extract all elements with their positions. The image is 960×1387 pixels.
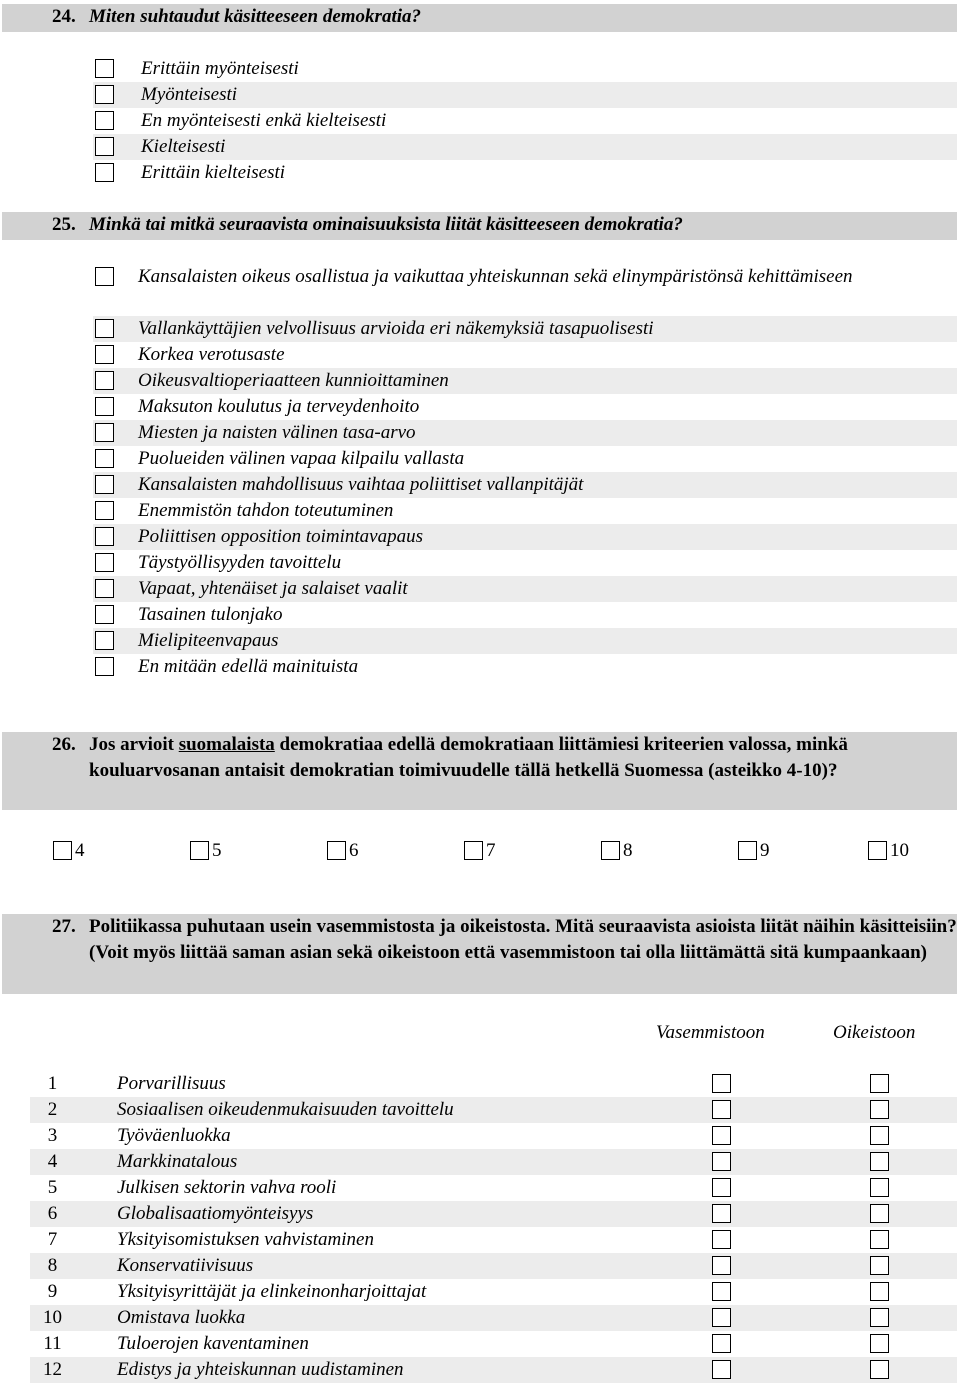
question-25-header xyxy=(2,212,957,240)
option-label: Erittäin kielteisesti xyxy=(141,162,286,183)
left-checkbox[interactable] xyxy=(712,1360,731,1379)
table-row xyxy=(30,1227,957,1253)
left-checkbox[interactable] xyxy=(712,1256,731,1275)
option-label: Oikeusvaltioperiaatteen kunnioittaminen xyxy=(138,370,449,391)
row-number: 3 xyxy=(47,1125,58,1146)
left-checkbox[interactable] xyxy=(712,1074,731,1093)
checkbox[interactable] xyxy=(95,137,114,156)
checkbox[interactable] xyxy=(95,657,114,676)
question-number: 24. xyxy=(52,6,76,27)
option-label: Maksuton koulutus ja terveydenhoito xyxy=(138,396,420,417)
grade-label: 4 xyxy=(75,840,85,861)
row-number: 9 xyxy=(47,1281,58,1302)
row-number: 2 xyxy=(47,1099,58,1120)
table-row xyxy=(30,1097,957,1123)
left-checkbox[interactable] xyxy=(712,1282,731,1301)
checkbox[interactable] xyxy=(95,111,114,130)
table-row xyxy=(30,1331,957,1357)
question-text: Jos arvioit suomalaista demokratiaa edellä demokratiaan liittämiesi kriteerien valossa, minkä kouluarvosanan antaisit demokratian toimivuudelle tällä hetkellä Suomessa (asteikko 4-10)? xyxy=(89,734,848,781)
q25-option[interactable] xyxy=(93,342,957,368)
checkbox[interactable] xyxy=(327,841,346,860)
left-checkbox[interactable] xyxy=(712,1100,731,1119)
row-number: 5 xyxy=(47,1177,58,1198)
column-header-right: Oikeistoon xyxy=(833,1022,916,1043)
grade-label: 7 xyxy=(486,840,496,861)
q25-option[interactable] xyxy=(93,628,957,654)
q25-option[interactable] xyxy=(93,472,957,498)
grade-label: 10 xyxy=(890,840,909,861)
row-label: Porvarillisuus xyxy=(117,1073,226,1094)
row-label: Konservatiivisuus xyxy=(117,1255,254,1276)
row-label: Julkisen sektorin vahva rooli xyxy=(117,1177,337,1198)
checkbox[interactable] xyxy=(190,841,209,860)
checkbox[interactable] xyxy=(95,397,114,416)
question-text: Politiikassa puhutaan usein vasemmistosta ja oikeistosta. Mitä seuraavista asioista liität näihin käsitteisiin? (Voit myös liittää saman asian sekä oikeistoon että vasemmistoon tai olla liittämättä sitä kumpaankaan) xyxy=(89,916,957,963)
q24-option[interactable] xyxy=(93,82,957,108)
table-row xyxy=(30,1305,957,1331)
q25-option[interactable] xyxy=(93,498,957,524)
right-checkbox[interactable] xyxy=(870,1126,889,1145)
table-row xyxy=(30,1357,957,1383)
option-label: Mielipiteenvapaus xyxy=(138,630,279,651)
grade-label: 5 xyxy=(212,840,222,861)
grade-label: 6 xyxy=(349,840,359,861)
q25-option[interactable] xyxy=(93,550,957,576)
checkbox[interactable] xyxy=(868,841,887,860)
q25-option[interactable] xyxy=(93,576,957,602)
option-label: En myönteisesti enkä kielteisesti xyxy=(141,110,387,131)
option-label: Kansalaisten oikeus osallistua ja vaikuttaa yhteiskunnan sekä elinympäristönsä kehittämiseen xyxy=(138,266,853,287)
row-label: Globalisaatiomyönteisyys xyxy=(117,1203,314,1224)
checkbox[interactable] xyxy=(464,841,483,860)
checkbox[interactable] xyxy=(95,319,114,338)
right-checkbox[interactable] xyxy=(870,1074,889,1093)
checkbox[interactable] xyxy=(95,605,114,624)
option-label: Tasainen tulonjako xyxy=(138,604,283,625)
option-label: Puolueiden välinen vapaa kilpailu vallasta xyxy=(138,448,465,469)
checkbox[interactable] xyxy=(95,423,114,442)
row-number: 6 xyxy=(47,1203,58,1224)
left-checkbox[interactable] xyxy=(712,1308,731,1327)
question-26-header xyxy=(2,732,957,810)
checkbox[interactable] xyxy=(95,345,114,364)
row-label: Yksityisomistuksen vahvistaminen xyxy=(117,1229,374,1250)
checkbox[interactable] xyxy=(95,449,114,468)
row-number: 11 xyxy=(43,1333,62,1354)
checkbox[interactable] xyxy=(738,841,757,860)
row-number: 12 xyxy=(43,1359,62,1380)
right-checkbox[interactable] xyxy=(870,1230,889,1249)
right-checkbox[interactable] xyxy=(870,1334,889,1353)
q25-option[interactable] xyxy=(93,654,957,680)
checkbox[interactable] xyxy=(95,85,114,104)
question-number: 27. xyxy=(52,916,76,937)
question-number: 26. xyxy=(52,734,76,755)
left-checkbox[interactable] xyxy=(712,1126,731,1145)
right-checkbox[interactable] xyxy=(870,1256,889,1275)
option-label: Kielteisesti xyxy=(141,136,226,157)
option-label: Täystyöllisyyden tavoittelu xyxy=(138,552,342,573)
row-label: Edistys ja yhteiskunnan uudistaminen xyxy=(117,1359,404,1380)
left-checkbox[interactable] xyxy=(712,1204,731,1223)
q25-option[interactable] xyxy=(93,602,957,628)
checkbox[interactable] xyxy=(95,631,114,650)
table-row xyxy=(30,1149,957,1175)
option-label: Korkea verotusaste xyxy=(138,344,285,365)
left-checkbox[interactable] xyxy=(712,1230,731,1249)
grade-label: 9 xyxy=(760,840,770,861)
option-label: Kansalaisten mahdollisuus vaihtaa poliittiset vallanpitäjät xyxy=(138,474,584,495)
checkbox[interactable] xyxy=(53,841,72,860)
q25-option[interactable] xyxy=(93,316,957,342)
right-checkbox[interactable] xyxy=(870,1204,889,1223)
column-header-left: Vasemmistoon xyxy=(656,1022,765,1043)
option-label: Enemmistön tahdon toteutuminen xyxy=(138,500,394,521)
q25-option[interactable] xyxy=(93,420,957,446)
option-label: Miesten ja naisten välinen tasa-arvo xyxy=(138,422,416,443)
question-27-header xyxy=(2,914,957,994)
table-row xyxy=(30,1253,957,1279)
table-row xyxy=(30,1201,957,1227)
q25-option[interactable] xyxy=(93,368,957,394)
row-number: 10 xyxy=(43,1307,62,1328)
q25-option[interactable] xyxy=(93,446,957,472)
q24-option[interactable] xyxy=(93,134,957,160)
checkbox[interactable] xyxy=(601,841,620,860)
question-text: Miten suhtaudut käsitteeseen demokratia? xyxy=(89,6,422,27)
row-number: 1 xyxy=(47,1073,58,1094)
row-label: Omistava luokka xyxy=(117,1307,246,1328)
question-number: 25. xyxy=(52,214,76,235)
checkbox[interactable] xyxy=(95,553,114,572)
q25-option[interactable] xyxy=(93,264,957,316)
option-label: Erittäin myönteisesti xyxy=(141,58,299,79)
left-checkbox[interactable] xyxy=(712,1152,731,1171)
checkbox[interactable] xyxy=(95,475,114,494)
row-label: Tuloerojen kaventaminen xyxy=(117,1333,309,1354)
right-checkbox[interactable] xyxy=(870,1282,889,1301)
q24-option[interactable] xyxy=(93,108,957,134)
right-checkbox[interactable] xyxy=(870,1178,889,1197)
q24-option[interactable] xyxy=(93,56,957,82)
checkbox[interactable] xyxy=(95,163,114,182)
table-row xyxy=(30,1071,957,1097)
option-label: Poliittisen opposition toimintavapaus xyxy=(138,526,423,547)
left-checkbox[interactable] xyxy=(712,1334,731,1353)
checkbox[interactable] xyxy=(95,501,114,520)
row-label: Työväenluokka xyxy=(117,1125,231,1146)
right-checkbox[interactable] xyxy=(870,1152,889,1171)
right-checkbox[interactable] xyxy=(870,1360,889,1379)
row-number: 4 xyxy=(47,1151,58,1172)
checkbox[interactable] xyxy=(95,371,114,390)
grade-label: 8 xyxy=(623,840,633,861)
table-row xyxy=(30,1175,957,1201)
checkbox[interactable] xyxy=(95,267,114,286)
row-label: Yksityisyrittäjät ja elinkeinonharjoittajat xyxy=(117,1281,427,1302)
question-24-header xyxy=(2,4,957,32)
row-label: Markkinatalous xyxy=(117,1151,238,1172)
option-label: Vallankäyttäjien velvollisuus arvioida eri näkemyksiä tasapuolisesti xyxy=(138,318,654,339)
table-row xyxy=(30,1279,957,1305)
checkbox[interactable] xyxy=(95,527,114,546)
checkbox[interactable] xyxy=(95,579,114,598)
right-checkbox[interactable] xyxy=(870,1308,889,1327)
table-row xyxy=(30,1123,957,1149)
right-checkbox[interactable] xyxy=(870,1100,889,1119)
checkbox[interactable] xyxy=(95,59,114,78)
option-label: Vapaat, yhtenäiset ja salaiset vaalit xyxy=(138,578,408,599)
option-label: Myönteisesti xyxy=(141,84,238,105)
q25-option[interactable] xyxy=(93,524,957,550)
q24-option[interactable] xyxy=(93,160,957,186)
row-number: 7 xyxy=(47,1229,58,1250)
row-label: Sosiaalisen oikeudenmukaisuuden tavoittelu xyxy=(117,1099,454,1120)
row-number: 8 xyxy=(47,1255,58,1276)
option-label: En mitään edellä mainituista xyxy=(138,656,359,677)
question-text: Minkä tai mitkä seuraavista ominaisuuksista liität käsitteeseen demokratia? xyxy=(89,214,683,235)
left-checkbox[interactable] xyxy=(712,1178,731,1197)
q25-option[interactable] xyxy=(93,394,957,420)
